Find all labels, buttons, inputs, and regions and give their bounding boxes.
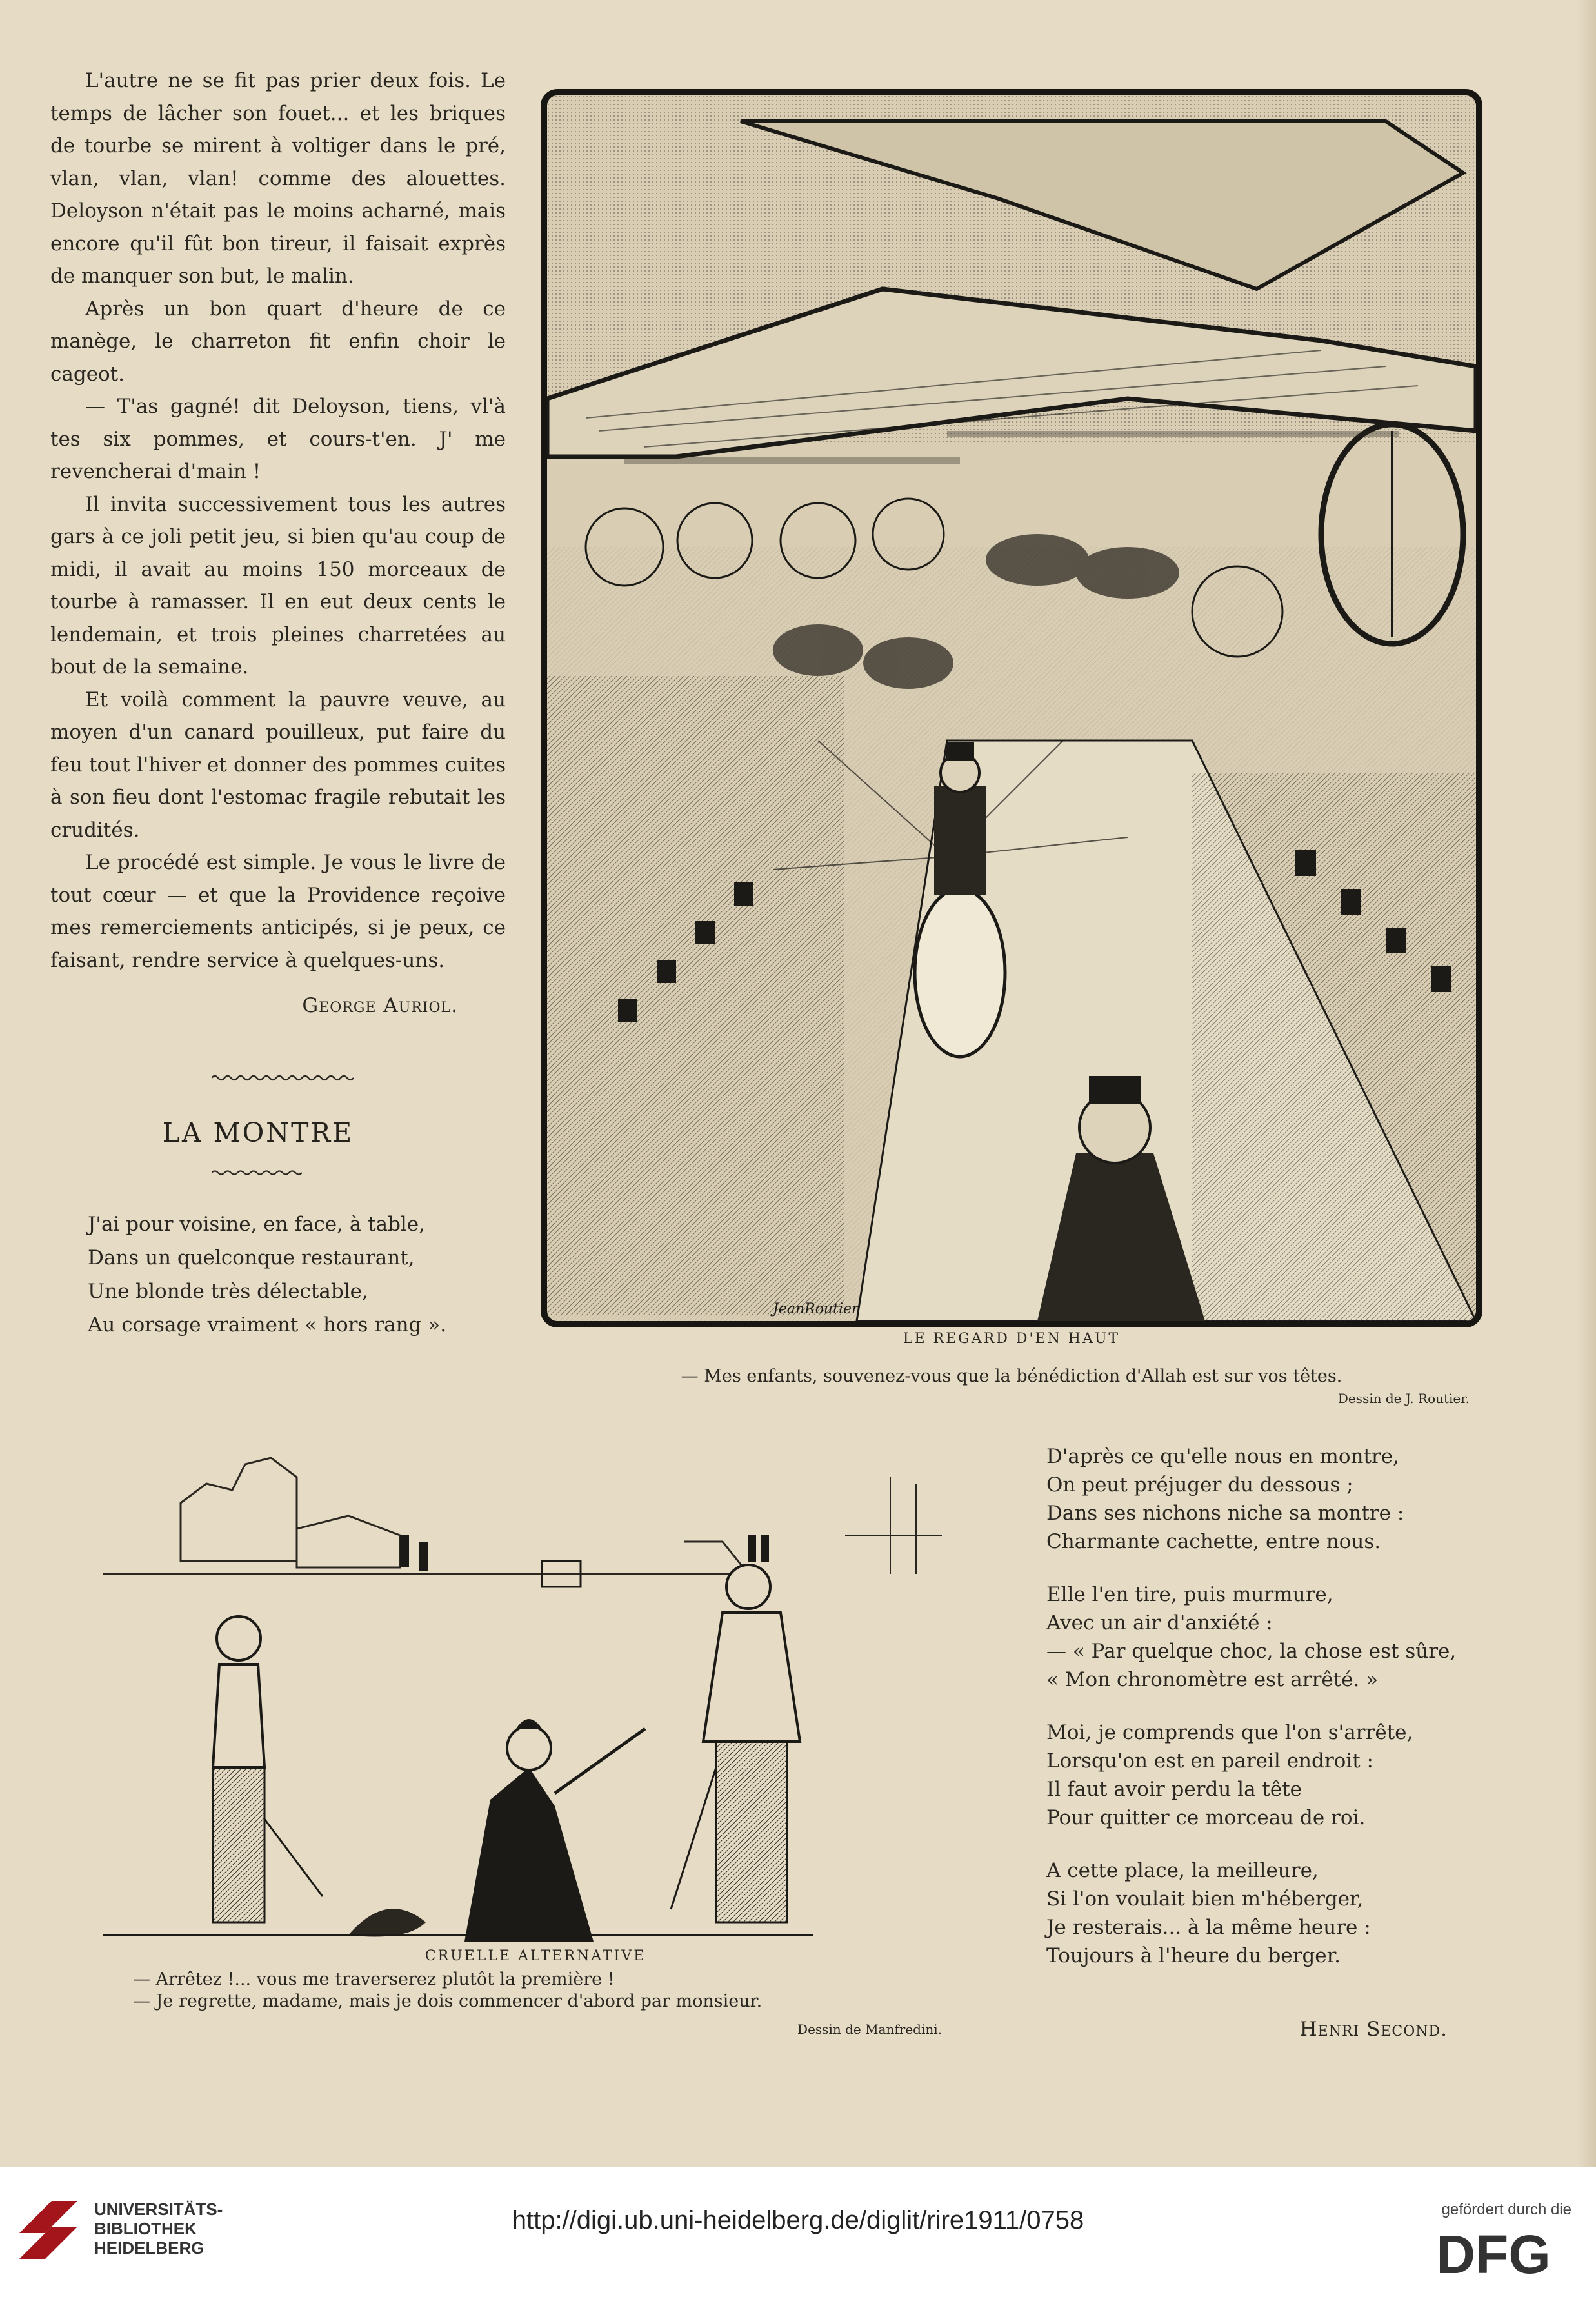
author-name: Henri Second. [1299, 2018, 1448, 2041]
paragraph: L'autre ne se fit pas prier deux fois. Le temps de lâcher son fouet... et les briques de tourbe se mirent à voltiger dans le pré, vlan, vlan, vlan! comme des alouettes. Deloyson n'était pas le moins acharné, mais encore qu'il fût bon tireur, il faisait exprès de manquer son but, le malin. [50, 69, 506, 288]
paragraph: Et voilà comment la pauvre veuve, au moyen d'un canard pouilleux, put faire du feu tout l'hiver et donner des pommes cuites à son fieu dont l'estomac fragile rebutait les crudités. [50, 688, 506, 842]
paragraph: Le procédé est simple. Je vous le livre de tout cœur — et que la Providence reçoive mes remerciements anticipés, si je peux, ce faisant, rendre service à quelques-uns. [50, 851, 506, 972]
dialogue-line: — Je regrette, madame, mais je dois commencer d'abord par monsieur. [133, 1991, 763, 2011]
poem-line: Elle l'en tire, puis murmure, [1046, 1583, 1333, 1606]
poem-line: On peut préjuger du dessous ; [1046, 1473, 1353, 1497]
illustration-cruelle-alternative [103, 1380, 968, 1948]
library-name-line: HEIDELBERG [94, 2238, 204, 2258]
illustration-caption-text: — Mes enfants, souvenez-vous que la bénédiction d'Allah est sur vos têtes. [681, 1366, 1342, 1386]
parade-drawing [547, 95, 1476, 1321]
poem-stanza [1046, 1580, 1485, 1694]
illustration-caption-title: LE REGARD D'EN HAUT [903, 1331, 1121, 1347]
poem-signature [1122, 2018, 1448, 2041]
illustration-credit: Dessin de Manfredini. [797, 2022, 942, 2037]
poem-line: « Mon chronomètre est arrêté. » [1046, 1668, 1379, 1691]
title-ornament [212, 1169, 302, 1177]
illustration-dialogue [133, 1969, 843, 2013]
paragraph: — T'as gagné! dit Deloyson, tiens, vl'à tes six pommes, et cours-t'en. J' me revencherai d'main ! [50, 395, 506, 483]
paragraph: Il invita successivement tous les autres gars à ce joli petit jeu, si bien qu'au coup de midi, il avait au moins 150 morceaux de tourbe à ramasser. Il en eut deux cents le lendemain, et trois pleines charretées au bout de la semaine. [50, 492, 506, 679]
poem-line: Je resterais... à la même heure : [1046, 1916, 1371, 1939]
poem-line: Avec un air d'anxiété : [1046, 1611, 1273, 1635]
poem-line: J'ai pour voisine, en face, à table, [88, 1213, 426, 1236]
poem-line: Toujours à l'heure du berger. [1046, 1944, 1341, 1967]
poem-line: Lorsqu'on est en pareil endroit : [1046, 1749, 1374, 1773]
permalink-url[interactable]: http://digi.ub.uni-heidelberg.de/diglit/rire1911/0758 [512, 2206, 1084, 2234]
poem-line: Dans ses nichons niche sa montre : [1046, 1502, 1404, 1525]
poem-title: LA MONTRE [162, 1117, 354, 1148]
library-name-line: BIBLIOTHEK [94, 2219, 197, 2238]
viewer-footer [0, 2167, 1596, 2297]
poem-line: Pour quitter ce morceau de roi. [1046, 1806, 1366, 1829]
illustration-regard-den-haut [541, 89, 1482, 1327]
artist-signature: JeanRoutier [773, 1301, 859, 1317]
dfg-logo-text: DFG [1436, 2224, 1551, 2282]
poem-continuation [1046, 1442, 1485, 1994]
poem-stanza [1046, 1442, 1485, 1556]
poem-line: Si l'on voulait bien m'héberger, [1046, 1887, 1364, 1911]
poem-opening [88, 1208, 501, 1342]
poem-line: D'après ce qu'elle nous en montre, [1046, 1445, 1399, 1468]
poem-line: Il faut avoir perdu la tête [1046, 1778, 1302, 1801]
author-name: George Auriol. [302, 994, 458, 1017]
poem-line: A cette place, la meilleure, [1046, 1859, 1319, 1882]
poem-line: Charmante cachette, entre nous. [1046, 1530, 1381, 1553]
page-edge [1577, 0, 1596, 2167]
poem-stanza [1046, 1856, 1485, 1970]
poem-line: — « Par quelque choc, la chose est sûre, [1046, 1640, 1457, 1663]
dialogue-line: — Arrêtez !... vous me traverserez plutôt la première ! [133, 1969, 615, 1989]
story-signature [50, 989, 506, 1022]
poem-line: Au corsage vraiment « hors rang ». [88, 1313, 447, 1337]
poem-line: Moi, je comprends que l'on s'arrête, [1046, 1721, 1413, 1744]
story-column [50, 65, 506, 1022]
illustration-caption-title: CRUELLE ALTERNATIVE [424, 1948, 646, 1964]
dfg-logo-icon[interactable] [1413, 2224, 1574, 2282]
poem-line: Dans un quelconque restaurant, [88, 1246, 415, 1269]
paragraph: Après un bon quart d'heure de ce manège, le charreton fit enfin choir le cageot. [50, 297, 506, 386]
poem-line: Une blonde très délectable, [88, 1280, 368, 1303]
funding-caption: gefördert durch die [1441, 2201, 1571, 2218]
poem-stanza [1046, 1718, 1485, 1832]
illustration-credit: Dessin de J. Routier. [1337, 1391, 1470, 1406]
library-name-line: UNIVERSITÄTS- [94, 2200, 223, 2219]
divider-ornament [212, 1073, 354, 1082]
